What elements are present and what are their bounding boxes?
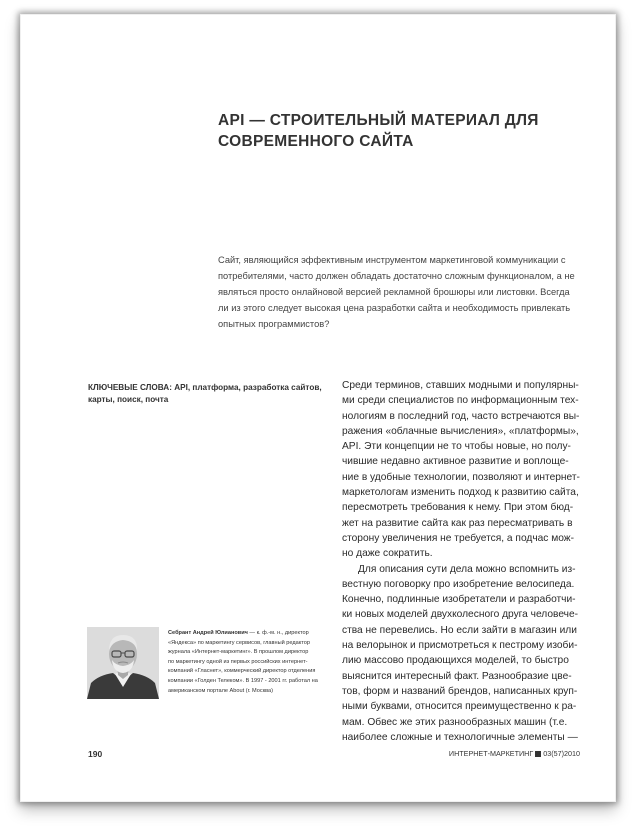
journal-issue: 03(57)2010 — [543, 749, 580, 758]
lead-line: Сайт, являющийся эффективным инструментом маркетинговой коммуникации с — [218, 255, 566, 265]
body-line: ние в удобные технологии, позволяют и интернет- — [342, 471, 580, 483]
body-line: но даже сократить. — [342, 548, 433, 560]
body-line: маркетологам изменить подход к развитию сайта, — [342, 487, 579, 499]
author-bio-line: «Яндекса» по маркетингу сервисов, главный редактор — [168, 639, 310, 646]
author-portrait-icon — [87, 627, 159, 699]
body-line: ми среди специалистов по информационным тех- — [342, 395, 579, 407]
author-bio — [168, 629, 340, 696]
author-bio-line: по маркетингу одной из первых российских интернет- — [168, 658, 308, 665]
body-line: на велорынок и присмотреться к пестрому изоби- — [342, 640, 578, 652]
title-line: СОВРЕМЕННОГО САЙТА — [218, 133, 414, 150]
body-line: Для описания сути дела можно вспомнить из- — [358, 563, 576, 575]
author-bio-text: — к. ф.-м. н., директор — [247, 630, 309, 636]
body-line: наиболее сложные и технологичные элементы — — [342, 731, 578, 743]
body-line: ражения «облачные вычисления», «платформы», — [342, 425, 579, 437]
article-body — [342, 378, 602, 745]
body-line: чившие недавно активное развитие и воплоще- — [342, 456, 569, 468]
author-bio-line: компании «Голден Телеком». В 1997 - 2001 гг. работал на — [168, 677, 318, 684]
lead-line: ли из этого следует высокая цена разработки сайта и необходимость привлекать — [218, 303, 571, 313]
author-bio-line: компаний «Гласнет», коммерческий директор отделения — [168, 668, 316, 675]
body-line: выяснится интересный факт. Разнообразие цве- — [342, 670, 572, 682]
lead-line: опытных программистов? — [218, 319, 330, 329]
body-line: сторону увеличения не требуется, а подчас мож- — [342, 532, 574, 544]
keywords-line: КЛЮЧЕВЫЕ СЛОВА: API, платформа, разработка сайтов, — [88, 383, 322, 392]
body-line: тов, форм и названий брендов, написанных круп- — [342, 685, 578, 697]
author-bio-line: журнала «Интернет-маркетинг». В прошлом директор — [168, 649, 309, 656]
title-line: API — СТРОИТЕЛЬНЫЙ МАТЕРИАЛ ДЛЯ — [218, 112, 539, 129]
journal-footer — [449, 749, 580, 758]
body-line: пересмотреть требования к нему. При этом бюд- — [342, 502, 574, 514]
lead-line: являться просто онлайновой версией рекламной брошюры или листовки. Всегда — [218, 287, 570, 297]
body-line: Конечно, подлинные изобретатели и разработчи- — [342, 594, 576, 606]
author-bio-first-line — [168, 629, 340, 639]
square-bullet-icon — [535, 751, 541, 757]
body-line: Среди терминов, ставших модными и популярны- — [342, 380, 579, 391]
author-bio-line: американском портале About (г. Москва) — [168, 687, 274, 694]
body-line: жет на развитие сайта как раз пересматривать в — [342, 517, 573, 529]
journal-name: ИНТЕРНЕТ-МАРКЕТИНГ — [448, 749, 534, 758]
body-line: нологиям в последний год, часто встречаются вы- — [342, 410, 580, 422]
article-title — [218, 110, 558, 152]
keywords — [88, 382, 338, 406]
magazine-page — [20, 14, 616, 802]
body-line: ства не перевелись. Но если зайти в магазин или — [342, 624, 577, 636]
lead-line: потребителями, часто должен обладать достаточно сложным функционалом, а не — [218, 271, 575, 281]
article-lead — [218, 252, 598, 332]
body-line: вестную поговорку про изобретение велосипеда. — [342, 578, 575, 590]
body-line: ными буквами, относится преимущественно к ра- — [342, 701, 577, 713]
body-line: мам. Обвес же этих разнообразных машин (т.е. — [342, 716, 568, 728]
body-line: лию массово продающихся моделей, то быстро — [342, 655, 569, 667]
body-line: API. Эти концепции не то чтобы новые, но полу- — [342, 441, 571, 453]
page-number: 190 — [88, 749, 103, 759]
author-name: Себрант Андрей Юлианович — [168, 630, 248, 636]
author-photo — [87, 627, 159, 699]
keywords-line: карты, поиск, почта — [88, 395, 169, 404]
body-line: ки новых моделей двухколесного друга человече- — [342, 609, 579, 621]
